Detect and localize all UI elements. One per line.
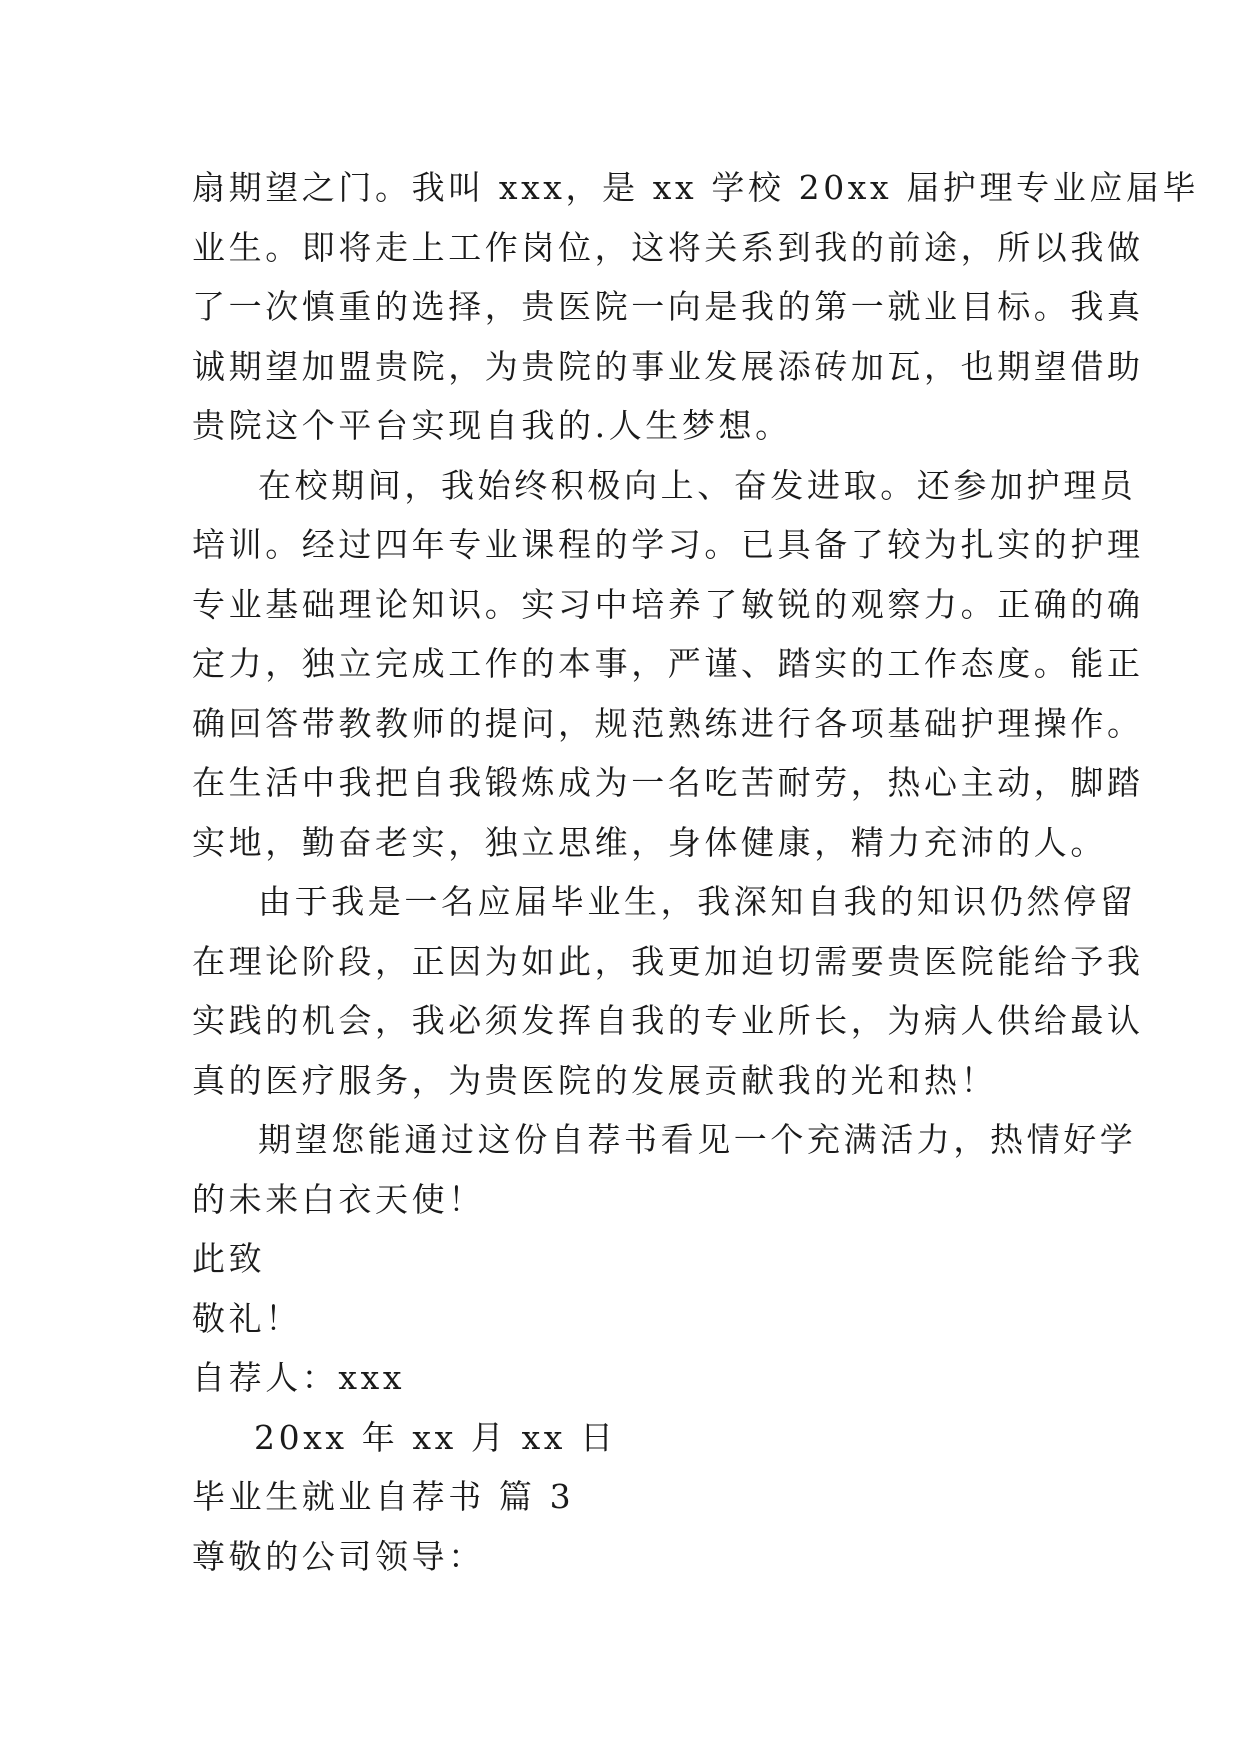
body-line: 专业基础理论知识。实习中培养了敏锐的观察力。正确的确 — [192, 584, 1144, 624]
paragraph-start-line: 在校期间，我始终积极向上、奋发进取。还参加护理员 — [258, 465, 1137, 505]
body-line: 业生。即将走上工作岗位，这将关系到我的前途，所以我做 — [192, 227, 1144, 267]
paragraph-start-line: 期望您能通过这份自荐书看见一个充满活力，热情好学 — [258, 1120, 1137, 1159]
body-line: 真的医疗服务，为贵医院的发展贡献我的光和热！ — [192, 1060, 998, 1100]
salutation-line: 敬礼！ — [192, 1298, 302, 1338]
body-line: 实地，勤奋老实，独立思维，身体健康，精力充沛的人。 — [192, 822, 1107, 862]
body-line: 贵院这个平台实现自我的.人生梦想。 — [192, 406, 792, 445]
body-line: 定力，独立完成工作的本事，严谨、踏实的工作态度。能正 — [192, 644, 1144, 683]
body-line: 扇期望之门。我叫 xxx，是 xx 学校 20xx 届护理专业应届毕 — [192, 168, 1200, 207]
closing-line: 此致 — [192, 1239, 266, 1278]
body-line: 在理论阶段，正因为如此，我更加迫切需要贵医院能给予我 — [192, 941, 1144, 981]
body-line: 确回答带教教师的提问，规范熟练进行各项基础护理操作。 — [192, 703, 1144, 743]
greeting-line: 尊敬的公司领导： — [192, 1536, 485, 1576]
body-line: 培训。经过四年专业课程的学习。已具备了较为扎实的护理 — [192, 525, 1144, 564]
body-line: 了一次慎重的选择，贵医院一向是我的第一就业目标。我真 — [192, 287, 1144, 326]
date-line: 20xx 年 xx 月 xx 日 — [254, 1417, 617, 1457]
section-heading: 毕业生就业自荐书 篇 3 — [192, 1477, 575, 1516]
document-body — [192, 158, 1200, 1586]
body-line: 实践的机会，我必须发挥自我的专业所长，为病人供给最认 — [192, 1001, 1144, 1040]
paragraph-start-line: 由于我是一名应届毕业生，我深知自我的知识仍然停留 — [258, 882, 1137, 921]
signature-line: 自荐人：xxx — [192, 1358, 406, 1397]
body-line: 在生活中我把自我锻炼成为一名吃苦耐劳，热心主动，脚踏 — [192, 763, 1144, 802]
body-line: 的未来白衣天使！ — [192, 1179, 485, 1219]
body-line: 诚期望加盟贵院，为贵院的事业发展添砖加瓦，也期望借助 — [192, 346, 1144, 386]
